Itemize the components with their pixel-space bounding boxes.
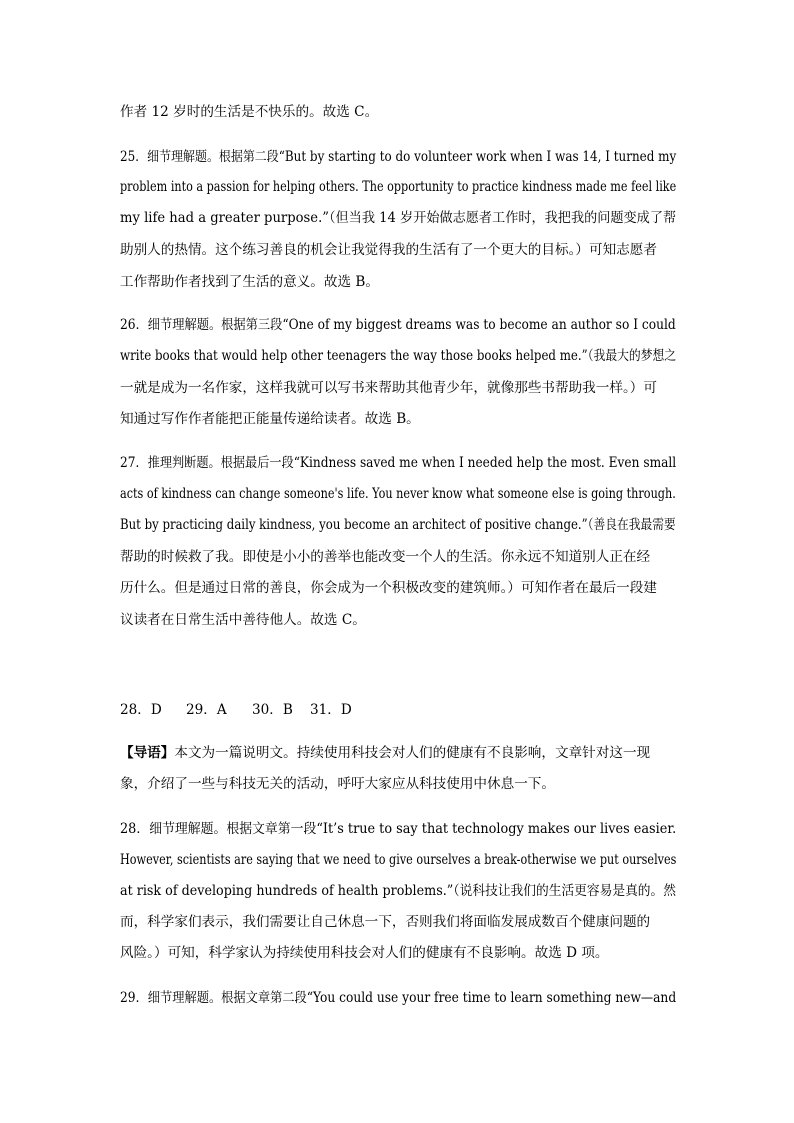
paragraph-line: However, scientists are saying that we need to give ourselves a break-otherwise we put ourselves [120,852,677,868]
paragraph-line: 风险。）可知，科学家认为持续使用科技会对人们的健康有不良影响。故选 D 项。 [120,945,609,961]
paragraph-line: 作者 12 岁时的生活是不快乐的。故选 C。 [120,104,379,120]
paragraph-line: at risk of developing hundreds of health problems.”（说科技让我们的生活更容易是真的。然 [120,883,676,899]
paragraph-line: 29．细节理解题。根据文章第二段“You could use your free time to learn something new—and [120,990,677,1006]
answer-key [120,700,352,720]
paragraph-line: 议读者在日常生活中善待他人。故选 C。 [120,612,366,628]
paragraph-line: 工作帮助作者找到了生活的意义。故选 B。 [120,274,379,290]
answer-item: 29．A [186,702,227,718]
guide-text: 本文为一篇说明文。持续使用科技会对人们的健康有不良影响，文章针对这一现 [174,745,651,761]
paragraph-line: problem into a passion for helping others. The opportunity to practice kindness made me feel like [120,179,677,195]
guide-line [120,743,676,763]
paragraph-line: But by practicing daily kindness, you become an architect of positive change.”（善良在我最需要 [120,517,676,533]
paragraph-line: acts of kindness can change someone's life. You never know what someone else is going through. [120,486,676,502]
answer-item: 30．B [252,702,293,718]
guide-label: 【导语】 [120,745,175,761]
paragraph-line: 助别人的热情。这个练习善良的机会让我觉得我的生活有了一个更大的目标。）可知志愿者 [120,242,657,258]
answer-item: 31．D [310,702,352,718]
answer-item: 28．D [120,702,162,718]
paragraph-line: write books that would help other teenagers the way those books helped me.”（我最大的梦想之 [120,348,677,364]
paragraph-line: 帮助的时候救了我。即使是小小的善举也能改变一个人的生活。你永远不知道别人正在经 [120,549,651,565]
paragraph-line: 28．细节理解题。根据文章第一段“It’s true to say that technology makes our lives easier. [120,821,677,837]
paragraph-line: 知通过写作作者能把正能量传递给读者。故选 B。 [120,411,420,427]
paragraph-line: 一就是成为一名作家，这样我就可以写书来帮助其他青少年，就像那些书帮助我一样。）可 [120,380,657,396]
paragraph-line: 而，科学家们表示，我们需要让自己休息一下，否则我们将面临发展成数百个健康问题的 [120,914,651,930]
paragraph-line: 26．细节理解题。根据第三段“One of my biggest dreams was to become an author so I could [120,317,676,333]
paragraph-line: 历什么。但是通过日常的善良，你会成为一个积极改变的建筑师。）可知作者在最后一段建 [120,580,657,596]
paragraph-line: 27．推理判断题。根据最后一段“Kindness saved me when I needed help the most. Even small [120,455,677,471]
guide-line: 象，介绍了一些与科技无关的活动，呼吁大家应从科技使用中休息一下。 [120,776,555,792]
paragraph-line: 25．细节理解题。根据第二段“But by starting to do volunteer work when I was 14, I turned my [120,149,677,165]
paragraph-line: my life had a greater purpose.”（但当我 14 岁开始做志愿者工作时，我把我的问题变成了帮 [120,210,677,226]
